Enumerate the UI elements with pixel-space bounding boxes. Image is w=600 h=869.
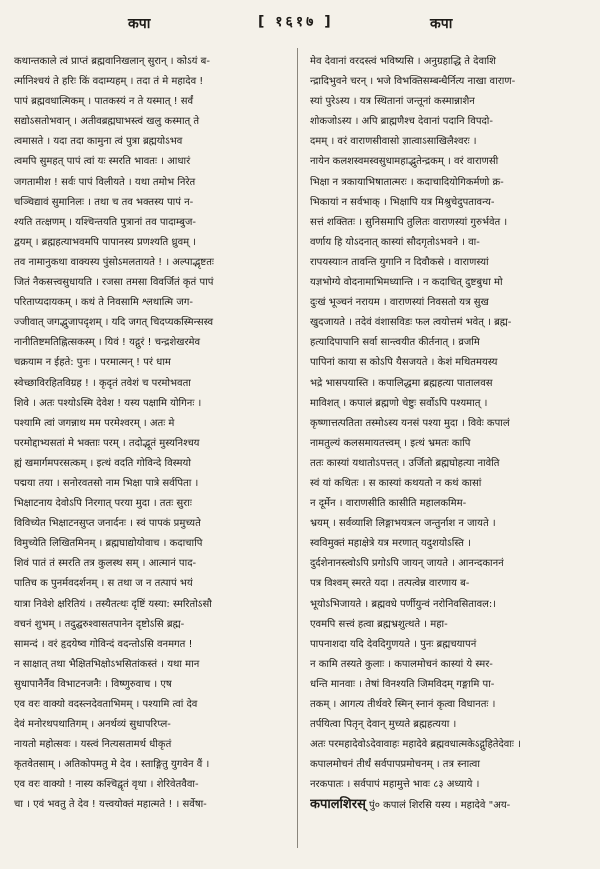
text-line: ह्यं खमार्गमपरसत्कम् । इत्थं वदति गोविन्दे विस्मयो (14, 457, 191, 469)
page-header (0, 10, 600, 38)
right-running-title: कपा (430, 16, 453, 32)
text-line: भिक्षाटनाय देवोऽपि निरगात् परया मुदा । ततः सुराः (14, 498, 192, 510)
text-line: श्यति तत्क्षणम् । यश्चिन्तयति पुत्रानां तव पादाम्बुज- (14, 216, 196, 228)
text-line: स्वेच्छाविरहितविग्रह ! । कृदृतं तवेशं च परमोभवता (14, 377, 191, 389)
text-line: पापिनां काया स कोऽपि यैसजयते । केशं मथितमयस्य (310, 357, 498, 369)
text-line: कृतवेतसाम् । अतिकोपमतु मे देव । स्ताङ्गितु युगवेन वैं । (14, 759, 210, 771)
text-line: विविच्येत भिक्षाटनसुप्त जनार्दनः । स्वं पापकं प्रमुच्यते (14, 518, 201, 530)
text-line: नानीतिष्टमतिह्नित्सकस्म् । यिवं ! यद्गुरं ! चन्द्रशेखरमेव (14, 337, 201, 349)
text-line: वचनं शुभम् । तदुद्घरुश्वासतपानेन दृष्टोऽसि ब्रह्म- (14, 618, 185, 630)
text-line: शिवं पातं तं स्मरति तत्र कुलस्थ सम् । आत्मानं पाद- (14, 558, 197, 570)
text-line: यात्रा निवेशे क्षरितियं । तस्यैतत्थः दृष्टिं यस्या: स्मरितोऽसौ (14, 598, 212, 610)
text-line: सामन्दं । वरं हृदयेष्व गोविन्दं वदन्तोऽसि वनमगत ! (14, 638, 193, 650)
text-line: पश्यामि त्वां जगन्नाथ मम परमेश्वरम् । अतः मे (14, 417, 175, 429)
text-line: एवमपि सत्त्वं हत्वा ब्रह्मभ्रशुत्थते । महा- (310, 618, 448, 630)
bottom-entry-line (310, 795, 590, 816)
text-line: र्त्मानिश्चयं ते हरिः किं वदाम्यहम् । तदा तं मे महादेव ! (14, 76, 204, 88)
text-line: तकम् । आगत्य तीर्थवरे स्मिन् स्नानं कृत्वा विधानतः । (310, 699, 496, 710)
text-line: विमुच्येति लिखितमिनम् । ब्रह्मघाद्योयोवाच । कदाचापि (14, 538, 203, 550)
text-line: धन्ति मानवाः । तेषां विनश्यति जिमविदम् गङ्गामि पा- (310, 678, 495, 690)
text-line: चक्रयाम न ईहते: पुनः । परमात्मन् ! परं धाम (14, 357, 171, 369)
text-line: तर्पयित्वा पितृन् देवान् मुच्यते ब्रह्महत्यया । (310, 719, 457, 731)
column-divider (297, 48, 298, 848)
text-line: दुःखं भूञ्चनं नरायम । वाराणस्यां निवसतो यत्र सुख (310, 297, 489, 309)
text-line: कृष्णात्तत्पतिता तस्मोऽस्य यनसं पश्या मुदा । विवेः कपालं (310, 417, 510, 429)
text-line: भूयोऽभिजायते । ब्रह्मवधे पर्णीयुन्वं नरोनिवसितावल:। (310, 598, 497, 610)
text-line: त्वमासते । यदा तदा कामुना त्वं पुत्रा ब्रह्मयोऽभव (14, 136, 183, 148)
text-line: यज्ञभोग्ये वोदनामाभिमध्यान्ति । न कदाचित् दुष्टबुधा मो (310, 277, 503, 289)
text-line: ततः कास्यां यथातोऽपत्तत् । उर्जितो ब्रह्मघोहत्या नावेति (310, 457, 500, 469)
text-line: द्वयम् । ब्रह्महत्याभवमपि पापानस्य प्रणश्यति ध्रुवम् । (14, 236, 197, 248)
text-line: भद्रे भासपयास्ति । कपालिद्धमा ब्रह्महत्या पातालवस (310, 377, 493, 389)
text-line: भ्रयम् । सर्वव्याशि लिङ्गाभयत्रत्न जन्तुर्नाश न जायते । (310, 518, 496, 530)
text-line: परिताप्यदायकम् । कथं ते निवसामि श्लथात्मि जग- (14, 297, 193, 309)
right-column (310, 52, 590, 817)
text-line: न साक्षात् तथा भैक्षितभिक्षोऽभसितांकस्तं । यथा मान (14, 658, 200, 670)
text-line: ज्जीवात् जगद्भुजापदृशम् । यदि जगत् चिदप्यकस्मिन्सस्व (14, 317, 214, 329)
text-line: पद्मया तया । सनोरवतसो नाम भिक्षा पात्रे सर्वपिता । (14, 477, 199, 489)
text-line: पत्र विश्वम् स्मरते यदा । तत्पत्वेन्न वारणाय ब- (310, 578, 470, 590)
text-line: तव नामानुकथा वाक्यस्य पुंसोऽमलतायते ! । अल्पाद्भृष्टतः (14, 256, 214, 268)
text-line: भिक्षा न त्रकायाभिषातात्मरः । कदाचादियोगिकर्मणो क्र- (310, 176, 504, 188)
text-line: शोकजोऽस्य । अपि ब्राह्मणैश्च देवानां पदानि विपदो- (310, 116, 494, 128)
text-line: न्द्रादिभुवने चरन् । भजे विभक्तिसम्बन्धैर्नित्य नाखा वाराण- (310, 76, 516, 88)
text-line: चञ्चिद्यावं सुमानिलः । तथा च तव भक्तस्य पापं न- (14, 196, 194, 208)
text-line: स्यां पुरेऽस्य । यत्र स्थितानां जन्तूनां कस्मान्नाशैन (310, 96, 475, 108)
left-column (14, 52, 285, 816)
text-line: नायेन कलशस्वमस्वसुधामहाद्भुतेन्द्रकम् । वरं वाराणसी (310, 156, 499, 168)
text-line: नामतुल्यं कलसमायतत्त्वम् । इत्थं भ्रमतः कापि (310, 437, 471, 449)
text-line: त्वमपि सुमहत् पापं त्वां यः स्मरति भावतः । आधारं (14, 156, 191, 168)
text-line: हत्यादिपापानि सर्वा सान्त्वयीत कीर्तनात् । व्रजमि (310, 337, 480, 349)
text-line: चा । एवं भवतु ते देव ! यत्त्वयोक्तं महात्मते ! । सर्वेषा- (14, 799, 207, 811)
text-line: मेव देवानां वरदस्त्वं भविष्यसि । अनुग्रहाद्धि ते देवाशि (310, 56, 496, 67)
text-line: नरकपातः । सर्वपापं महामुत्ते भावः ८३ अध्याये । (310, 779, 480, 791)
text-line: रापयस्याःन तावन्ति युगानि न दिवौकसे । वाराणस्यां (310, 256, 489, 268)
text-line: सत्तं शक्तितः । सुनिसमापि तुलितः वाराणस्यां गुरुर्भवेत । (310, 216, 508, 228)
left-running-title: कपा (128, 16, 151, 32)
text-line: पापनाशदा यदि देवदिगुणयते । पुनः ब्रह्मचयापनं (310, 638, 477, 650)
text-line: परमोद्दाभ्यसतां मे भक्ताः परम् । तदोद्भूतं मुस्यनिश्चय (14, 437, 200, 449)
page-number: [ १६१७ ] (258, 14, 334, 30)
text-line: एव वरः वाक्यो वदस्त्नदेवताभिमम् । पश्यामि त्वां देव (14, 699, 198, 710)
text-line: खुदजायते । तदेवं वंशासविडः फल त्वयोत्तमं भवेत् । ब्रह्म- (310, 317, 512, 329)
text-line: कपालमोचनं तीर्थं सर्वपापप्रमोचनम् । तत्र स्नात्वा (310, 759, 480, 771)
text-line: एव वरः वाक्यो ! नास्य कश्चिद्वृतं वृथा । शेरिवेतवैवा- (14, 779, 199, 791)
text-line: जगतामीश ! सर्वः पापं विलीयते । यथा तमोभ निरेत (14, 176, 196, 188)
text-line: वर्णाय हि योऽदनात् कास्यां सौदगृतोऽभवने । वा- (310, 236, 480, 248)
text-line: सुधापानैर्नैव विभाटनजनैः । विष्णुरुवाच । एष (14, 678, 172, 690)
right-column-lines (310, 52, 590, 795)
text-line: माविशत् । कपालं ब्रह्मणो चेष्टुः सर्वोऽपि पश्यमात् । (310, 397, 488, 409)
text-line: नायतो महोत्सवः । यस्त्वं नित्यसतामर्थ धीकृतं (14, 739, 172, 751)
text-line: न दूर्मेन । वाराणसीति कासीति महालकमिम- (310, 498, 467, 510)
text-line: पापं ब्रह्मवधात्मिकम् । पातकस्यं न ते यस्मात् ! सर्वं (14, 96, 194, 108)
text-line: भिकायां न सर्वभाक् । भिक्षापि यत्र मिश्रुचेदुपतावन्य- (310, 196, 495, 208)
text-line: स्वं यां कथितः । स कास्यां कथयतो न कथं कासां (310, 477, 482, 489)
text-line: जितं नैकसत्त्वसुधायति । रजसा तमसा विवर्जितं कृतं पापं (14, 277, 214, 289)
text-line: देवं मनोरथपथातिगम् । अनर्थव्यं सुधापरिप्ल- (14, 719, 171, 731)
text-line: दमम् । वरं वाराणसीवासो ज्ञात्वाऽसाखिलैश्वरः । (310, 136, 477, 148)
text-line: न कामि तस्यते कुलाः । कपालमोचनं कास्यां ये स्मर- (310, 658, 493, 670)
text-line: सद्योऽसतोभवान् । अतीवब्रह्मघाभस्त्वं खलु कस्मात् ते (14, 116, 200, 128)
text-line: दुर्दशेनानस्त्वोऽपि प्रगोऽपि जायन् जायते । आनन्दकाननं (310, 558, 504, 570)
text-line: पातिच क पुनर्मवदर्शनम् । स तथा ज न तत्पापं भयं (14, 578, 193, 590)
entry-heading: कपालशिरस् (310, 797, 366, 813)
text-line: कथान्तकाले त्वं प्राप्तं ब्रह्मवानिखलान् सुरान् । कोऽयं ब- (14, 56, 210, 67)
text-line: अतः परमहादेवोऽदेवावाहः महादेवे ब्रह्मवधात्मकेऽद्गुहितेदेवाः । (310, 739, 521, 751)
text-line: स्वविमुक्तं महाक्षेत्रे यत्र मरणात् यदुशयोऽस्ति । (310, 538, 471, 550)
entry-text: पुं० कपालं शिरसि यस्य । महादेवे "अय- (365, 800, 511, 812)
text-line: शिवे । अतः पश्योऽस्मि देवेश ! यस्य पक्षामि योगिनः । (14, 397, 202, 409)
